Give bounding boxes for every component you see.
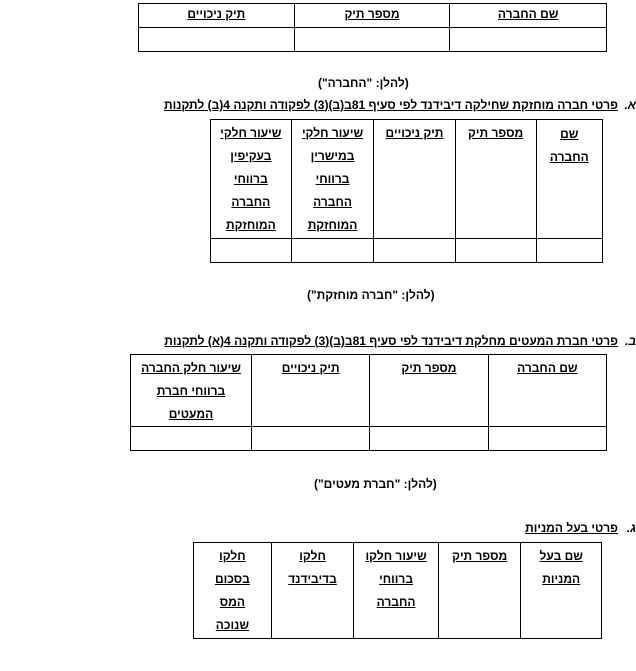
section-c-title: פרטי בעל המניות xyxy=(525,521,618,535)
caption-company: (להלן: "החברה") xyxy=(318,76,409,90)
section-c-letter: ג. xyxy=(626,521,636,535)
section-b-heading xyxy=(10,334,636,348)
cell-a-direct-share[interactable] xyxy=(291,239,374,263)
cell-a-company-name[interactable] xyxy=(536,239,602,263)
header-a-direct-share: שיעור חלקי במישרין ברווחי החברה המוחזקת xyxy=(301,126,364,232)
header-b-deductions-file: תיק ניכויים xyxy=(251,355,369,427)
cell-deductions-file[interactable] xyxy=(139,28,295,52)
minority-company-table xyxy=(130,354,607,451)
header-c-profit-share: שיעור חלקו ברווחי החברה xyxy=(365,549,427,609)
section-a-heading xyxy=(10,98,636,112)
cell-b-deductions-file[interactable] xyxy=(251,427,369,451)
cell-b-file-number[interactable] xyxy=(370,427,488,451)
cell-file-number[interactable] xyxy=(294,28,450,52)
shareholder-table xyxy=(193,542,602,639)
header-c-tax-share: חלקו בסכום המס שנוכה xyxy=(214,549,250,632)
header-c-shareholder-name: שם בעל המניות xyxy=(539,549,583,586)
caption-minority-company: (להלן: "חברת מעטים") xyxy=(314,477,437,491)
section-b-title: פרטי חברת המעטים מחלקת דיבידנד לפי סעיף 81ב(ב)(3) לפקודה ותקנה 4(א) לתקנות xyxy=(164,334,618,348)
cell-b-company-name[interactable] xyxy=(488,427,606,451)
cell-company-name[interactable] xyxy=(450,28,607,52)
header-b-company-share: שיעור חלק החברה ברווחי חברת המעטים xyxy=(141,361,241,421)
header-a-company-name: שם החברה xyxy=(549,127,589,164)
header-file-number: מספר תיק xyxy=(294,4,450,28)
header-company-name: שם החברה xyxy=(450,4,607,28)
header-a-file-number: מספר תיק xyxy=(455,120,536,239)
header-b-company-name: שם החברה xyxy=(488,355,606,427)
header-c-dividend-share: חלקו בדיבידנד xyxy=(288,549,337,586)
section-c-heading xyxy=(10,521,636,535)
cell-b-company-share[interactable] xyxy=(131,427,252,451)
cell-a-file-number[interactable] xyxy=(455,239,536,263)
header-a-deductions-file: תיק ניכויים xyxy=(374,120,455,239)
header-b-file-number: מספר תיק xyxy=(370,355,488,427)
section-a-letter: א. xyxy=(624,98,636,112)
section-b-letter: ב. xyxy=(624,334,636,348)
held-company-table xyxy=(210,119,603,263)
header-c-file-number: מספר תיק xyxy=(438,543,521,639)
company-table xyxy=(138,3,607,52)
section-a-title: פרטי חברה מוחזקת שחילקה דיבידנד לפי סעיף 81ב(ב)(3) לפקודה ותקנה 4(ב) לתקנות xyxy=(164,98,618,112)
cell-a-indirect-share[interactable] xyxy=(211,239,292,263)
header-a-indirect-share: שיעור חלקי בעקיפין ברווחי החברה המוחזקת xyxy=(220,126,282,232)
caption-held-company: (להלן: "חברה מוחזקת") xyxy=(307,288,435,302)
header-deductions-file: תיק ניכויים xyxy=(139,4,295,28)
cell-a-deductions-file[interactable] xyxy=(374,239,455,263)
